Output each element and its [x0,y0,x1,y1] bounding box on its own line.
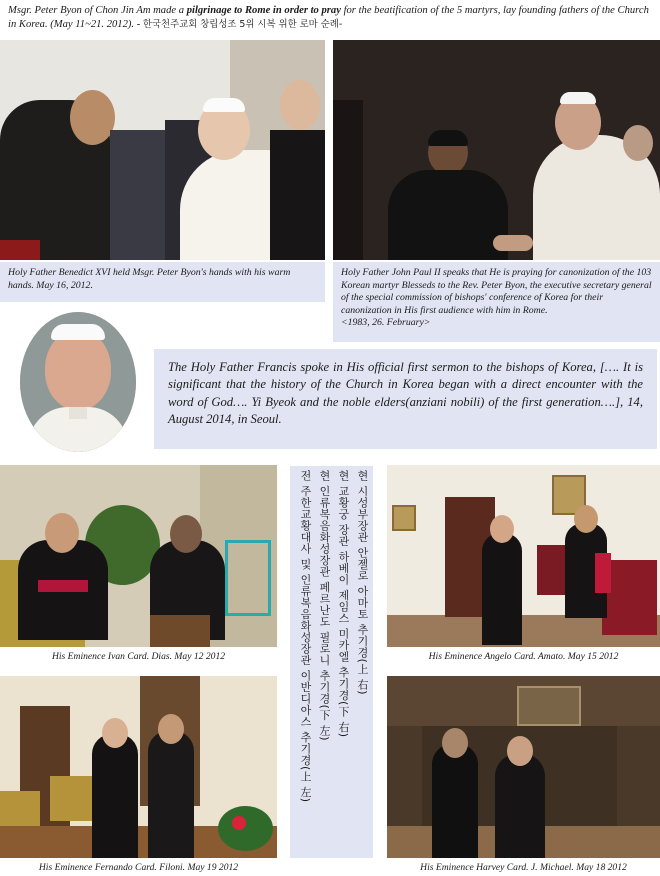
caption-dias: His Eminence Ivan Card. Dias. May 12 2012 [51,651,226,662]
pope-francis-quote: The Holy Father Francis spoke in His official first sermon to the bishops of Korea, […. It is significant that the history of the Church in Korea began with a direct encounter with the word of God…. Yi Byeok and the noble elders(anziani nobili) of the first generation….], 14, August 2014, in Seoul. [154,349,657,449]
header-text-cont: for the beatification of the 5 martyrs, lay founding fathers of the Church in Korea. (May 11~21. 2012). - [8,5,649,30]
vertical-line-4: 전 주한교황대사 및 인류복음화성장관 이반디아스 추기경(上 左) [299,470,312,803]
caption-filoni: His Eminence Fernando Card. Filoni. May 19 2012 [38,862,239,873]
photo-john-paul-ii [333,40,660,260]
photo-card-michael [387,676,660,858]
caption-john-paul-date: <1983, 26. February> [341,317,431,328]
photo-benedict-xvi [0,40,325,260]
vertical-line-2: 현 교황궁 장관 하베이 제임스 미카엘 추기경(下 右) [337,470,350,738]
photo-card-amato [387,465,660,647]
page-header [0,0,660,38]
vertical-line-3: 현 인류복음화성장관 페르난도 필로니 추기경(下 左) [318,470,331,742]
portrait-pope-francis [20,312,136,452]
photo-card-dias [0,465,277,647]
caption-john-paul [333,262,660,342]
korean-vertical-caption [290,466,373,858]
header-korean-text: 한국천주교회 창립성조 5위 시복 위한 로마 순례- [142,19,343,30]
caption-amato: His Eminence Angelo Card. Amato. May 15 2012 [428,651,619,662]
photo-card-filoni [0,676,277,858]
header-text: Msgr. Peter Byon of Chon Jin Am made a [8,5,187,16]
caption-benedict: Holy Father Benedict XVI held Msgr. Peter Byon's hands with his warm hands. May 16, 2012. [0,262,325,302]
caption-john-paul-text: Holy Father John Paul II speaks that He is praying for canonization of the 103 Korean martyr Blesseds to the Rev. Peter Byon, the executive secretary general of the special commission of bishops' conference of Korea for their canonization in His first audience with him in Rome. [341,267,652,316]
caption-michael: His Eminence Harvey Card. J. Michael. May 18 2012 [420,862,627,873]
vertical-line-1: 현 시성부장관 안젤로 아마토 추기경(上 右) [356,470,369,696]
header-bold-text: pilgrinage to Rome in order to pray [186,5,341,16]
